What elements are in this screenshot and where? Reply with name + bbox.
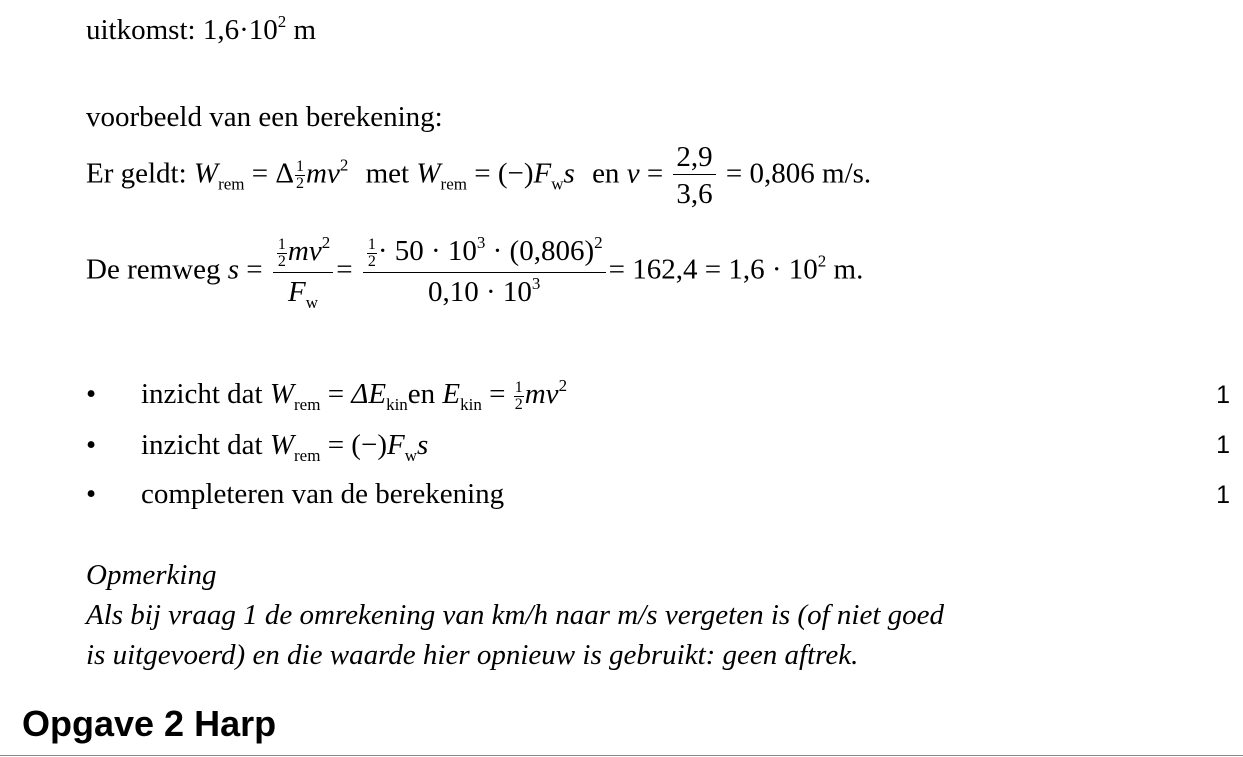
section-heading: Opgave 2 Harp xyxy=(22,703,277,744)
s-symbol-2: s xyxy=(227,253,240,286)
work-symbol-2: W xyxy=(416,157,441,190)
criteria-text-2: inzicht dat xyxy=(141,429,263,461)
calc-line-2: De remweg s = $\frac{1}{2}$ $mv^2$ $F_w$ = $\frac{1}{2}$ · $50 \cdot 10^3 \cdot (0,806)^2$ $0,10 \cdot 10^3$ = $162,4 = 1,6 \cdot 10^2$ m. xyxy=(86,233,864,312)
work-symbol: W xyxy=(193,157,219,190)
answer-base: 10 xyxy=(248,14,278,46)
example-heading: voorbeeld van een berekening: xyxy=(86,101,443,133)
answer-label: uitkomst: xyxy=(86,14,196,46)
equals-sign-2: = xyxy=(474,157,491,190)
velocity-result: 0,806 m/s. xyxy=(749,157,872,190)
answer-unit: m xyxy=(293,14,317,46)
square-exp: 2 xyxy=(339,155,349,175)
remweg-result-a: 162,4 xyxy=(632,253,698,286)
answer-line: uitkomst: $1,6\cdot 10^2$ m xyxy=(86,12,317,46)
criteria-score-3: 1 xyxy=(1216,481,1230,509)
equals-sign-4: = xyxy=(725,157,743,190)
criteria-bullet-3: • xyxy=(86,478,97,510)
remweg-fraction-2: $\frac{1}{2}$ · $50 \cdot 10^3 \cdot (0,806)^2$ $0,10 \cdot 10^3$ xyxy=(363,236,606,307)
remweg-fraction-1: $\frac{1}{2}$ $mv^2$ $F_w$ xyxy=(273,236,333,307)
remweg-result-exp: 2 xyxy=(817,251,827,271)
criteria-item-3: completeren van de berekening xyxy=(141,478,505,510)
criteria-score-1: 1 xyxy=(1216,381,1230,409)
equals-sign: = xyxy=(251,157,269,190)
s-symbol: s xyxy=(563,157,575,190)
remweg-result-unit: m. xyxy=(833,253,864,286)
w-subscript: w xyxy=(551,174,564,194)
equals-sign-3: = xyxy=(646,157,664,190)
criteria-text-1: inzicht dat xyxy=(141,378,263,410)
velocity-fraction: $\frac{2,9}{3,6}$ xyxy=(673,142,715,210)
criteria-item-1: inzicht dat $W_{rem} = \Delta E_{kin}en$ $E_{kin}$ = $\frac{1}{2}$ $mv^2$ xyxy=(141,376,568,414)
divider xyxy=(0,755,1243,756)
answer-value: 1,6 xyxy=(202,14,240,46)
remark-title: Opmerking xyxy=(86,559,217,591)
force-symbol: F xyxy=(533,157,552,190)
criteria-bullet-1: • xyxy=(86,378,97,410)
calc2-prefix: De remweg xyxy=(86,253,221,286)
en-word: en xyxy=(592,157,620,190)
mv-symbol: mv xyxy=(306,157,340,190)
half-fraction: $\frac{1}{2}$ xyxy=(296,158,305,193)
calc1-prefix: Er geldt: xyxy=(86,157,187,190)
delta-symbol: Δ xyxy=(275,157,295,190)
met-word: met xyxy=(365,157,410,190)
v-symbol: v xyxy=(626,157,640,190)
calc-line-1 xyxy=(86,142,871,210)
remark-line-1: Als bij vraag 1 de omrekening van km/h naar m/s vergeten is (of niet goed xyxy=(86,599,945,631)
minus-paren: (−) xyxy=(497,157,534,190)
answer-exp: 2 xyxy=(277,12,287,31)
criteria-score-2: 1 xyxy=(1216,431,1230,459)
criteria-bullet-2: • xyxy=(86,429,97,461)
remark-line-2: is uitgevoerd) en die waarde hier opnieuw is gebruikt: geen aftrek. xyxy=(86,639,859,671)
remweg-result-b: 1,6 · 10 xyxy=(728,253,818,286)
rem-subscript-2: rem xyxy=(440,174,467,194)
criteria-item-2: inzicht dat $W_{rem} = (-)F_ws$ xyxy=(141,429,429,465)
rem-subscript: rem xyxy=(218,174,245,194)
